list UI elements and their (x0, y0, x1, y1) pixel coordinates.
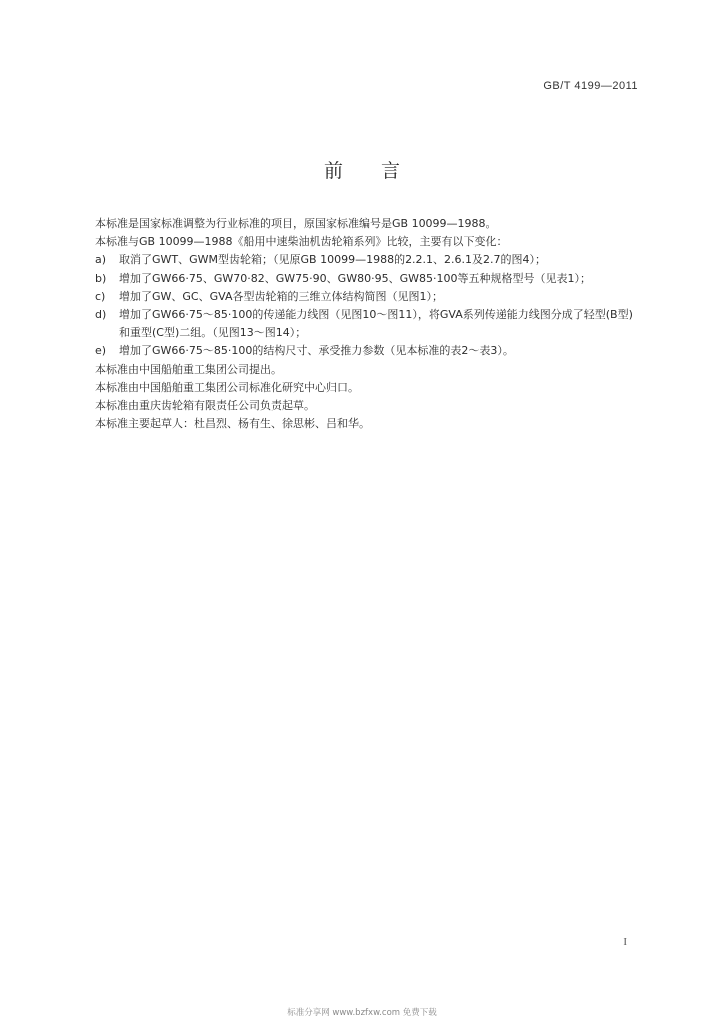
list-item-marker: b) (95, 271, 107, 285)
page-title: 前言 (323, 160, 438, 182)
list-item-marker: a) (95, 253, 107, 267)
list-item-marker: e) (95, 344, 107, 358)
paragraph: 本标准是国家标准调整为行业标准的项目，原国家标准编号是GB 10099—1988。 (95, 217, 497, 230)
paragraph: 本标准由中国船舶重工集团公司提出。 (95, 362, 282, 376)
footer-watermark: 标准分享网 www.bzfxw.com 免费下载 (287, 1008, 437, 1018)
paragraph: 本标准由中国船舶重工集团公司标准化研究中心归口。 (95, 380, 359, 394)
list-item-marker: d) (95, 308, 107, 322)
list-item (95, 251, 643, 269)
paragraph: 本标准与GB 10099—1988《船用中速柴油机齿轮箱系列》比较，主要有以下变化： (95, 235, 508, 249)
list-item-text: 增加了GW66·75、GW70·82、GW75·90、GW80·95、GW85·100等五种规格型号（见表1）； (119, 271, 591, 285)
list-item (95, 342, 643, 360)
paragraph: 本标准主要起草人：杜昌烈、杨有生、徐思彬、吕和华。 (95, 417, 370, 431)
list-item-text: 增加了GW、GC、GVA各型齿轮箱的三维立体结构简图（见图1）； (119, 289, 443, 303)
list-item (95, 306, 643, 342)
list-item-marker: c) (95, 289, 106, 303)
list-item-text: 增加了GW66·75～85·100的传递能力线图（见图10～图11），将GVA系列传递能力线图分成了轻型(B型)和重型(C型)二组。（见图13～图14）； (119, 308, 633, 340)
paragraph: 本标准由重庆齿轮箱有限责任公司负责起草。 (95, 399, 315, 413)
page-number: I (623, 936, 627, 948)
standard-number: GB/T 4199—2011 (543, 80, 638, 92)
list-item (95, 270, 643, 288)
foreword-body (95, 215, 643, 433)
list-item-text: 取消了GWT、GWM型齿轮箱；（见原GB 10099—1988的2.2.1、2.6.1及2.7的图4）； (119, 253, 547, 267)
list-item-text: 增加了GW66·75～85·100的结构尺寸、承受推力参数（见本标准的表2～表3）。 (119, 344, 514, 358)
list-item (95, 288, 643, 306)
